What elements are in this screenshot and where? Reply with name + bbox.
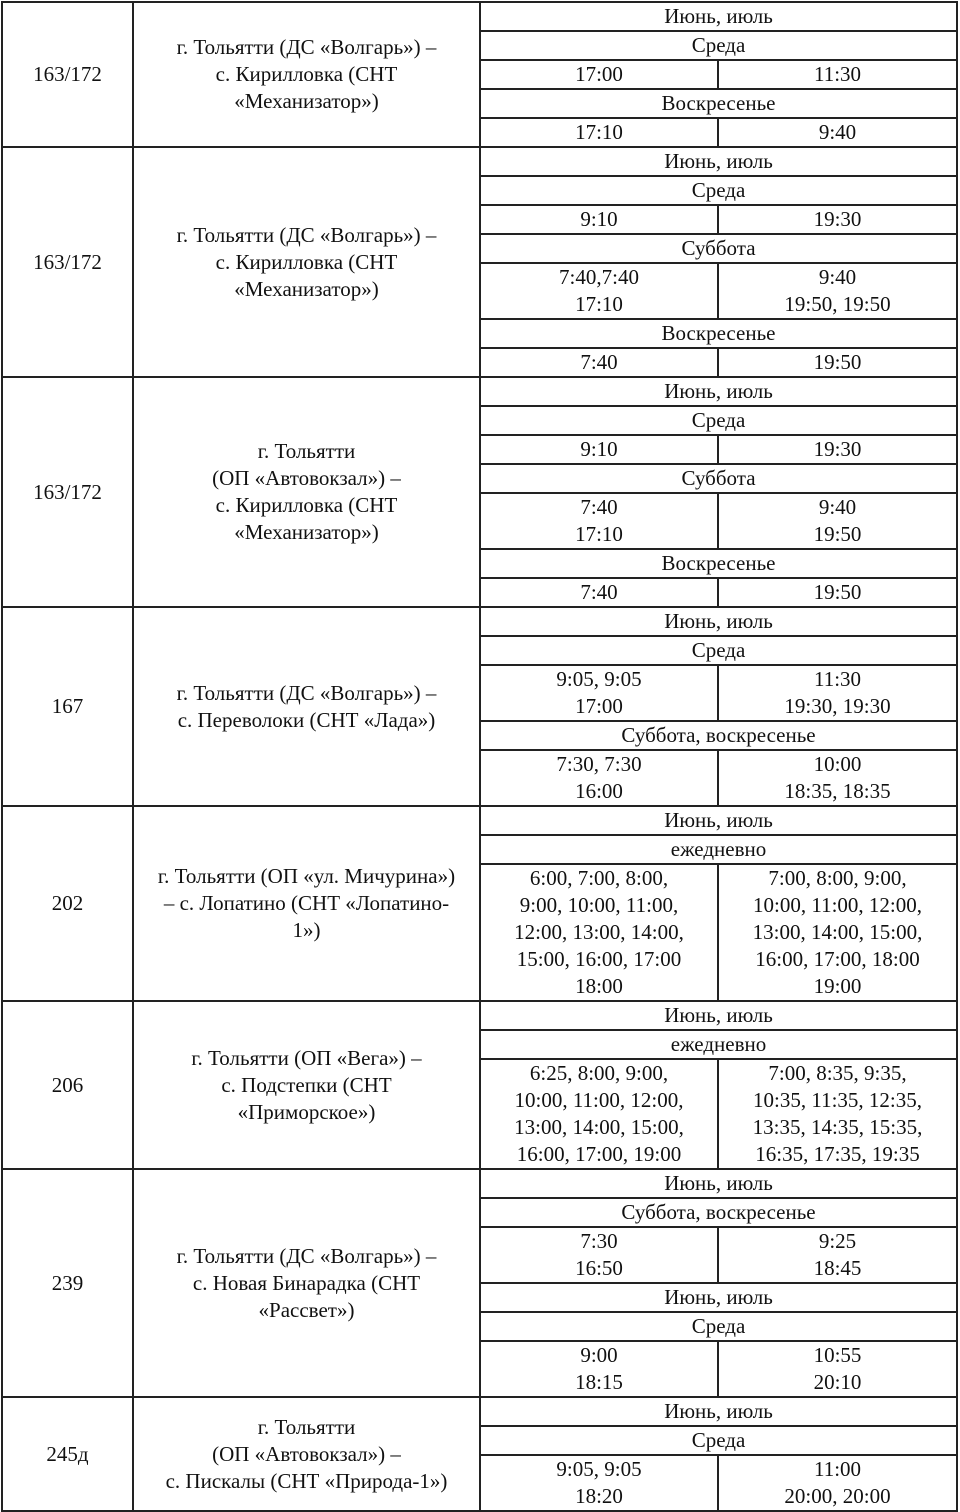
route-name-line: 1»)	[292, 918, 321, 942]
time-line: 9:10	[580, 207, 618, 231]
time-line: 16:35, 17:35, 19:35	[755, 1142, 920, 1166]
time-line: 18:15	[575, 1370, 623, 1394]
day-label: Среда	[480, 1312, 957, 1341]
time-line: 17:00	[575, 694, 623, 718]
departure-times-back	[718, 665, 957, 721]
route-name-line: «Механизатор»)	[234, 520, 379, 544]
departure-times-there	[480, 864, 718, 1001]
route-name-line: с. Пискалы (СНТ «Природа-1»)	[165, 1468, 448, 1493]
time-line: 17:10	[575, 120, 623, 144]
time-line: 15:00, 16:00, 17:00	[516, 947, 682, 971]
route-name	[133, 1001, 480, 1169]
route-name-line: «Рассвет»)	[258, 1297, 355, 1322]
day-label: Суббота, воскресенье	[480, 1198, 957, 1227]
time-line: 12:00, 13:00, 14:00,	[514, 920, 684, 944]
time-line: 10:55	[813, 1343, 862, 1367]
time-line: 19:50	[813, 350, 862, 374]
route-name-line: г. Тольятти (ОП «ул. Мичурина»)	[157, 864, 456, 888]
route-row	[2, 147, 957, 176]
day-label: Воскресенье	[480, 549, 957, 578]
time-line: 7:30	[580, 1229, 618, 1253]
time-line: 7:40,7:40	[559, 265, 639, 289]
route-number: 202	[2, 806, 133, 1001]
departure-times-back	[718, 348, 957, 377]
day-label: Суббота, воскресенье	[480, 721, 957, 750]
time-line: 18:20	[575, 1484, 623, 1508]
time-line: 9:40	[818, 265, 857, 289]
route-name-line: «Механизатор»)	[234, 89, 379, 113]
season-period: Июнь, июль	[480, 2, 957, 31]
day-label: Воскресенье	[480, 319, 957, 348]
time-line: 20:00, 20:00	[784, 1484, 891, 1508]
season-period: Июнь, июль	[480, 806, 957, 835]
time-line: 18:35, 18:35	[784, 779, 891, 803]
route-name-line: с. Новая Бинарадка (СНТ	[192, 1270, 421, 1295]
route-name	[133, 147, 480, 377]
day-label: Среда	[480, 406, 957, 435]
departure-times-there	[480, 665, 718, 721]
time-line: 16:00, 17:00, 18:00	[755, 947, 920, 971]
time-line: 11:30	[813, 62, 862, 86]
route-number: 245д	[2, 1397, 133, 1511]
time-line: 10:00, 11:00, 12:00,	[514, 1088, 684, 1112]
departure-times-back	[718, 118, 957, 147]
day-label: Суббота	[480, 234, 957, 263]
route-name-line: «Приморское»)	[237, 1099, 376, 1124]
route-row	[2, 1001, 957, 1030]
departure-times-there	[480, 750, 718, 806]
time-line: 19:50, 19:50	[784, 292, 891, 316]
departure-times-back	[718, 493, 957, 549]
route-name	[133, 377, 480, 607]
route-number: 167	[2, 607, 133, 806]
departure-times-back	[718, 60, 957, 89]
time-line: 17:10	[575, 292, 623, 316]
departure-times-there	[480, 205, 718, 234]
route-row	[2, 1397, 957, 1426]
time-line: 17:00	[575, 62, 623, 86]
route-name-line: г. Тольятти (ДС «Волгарь») –	[176, 35, 437, 59]
departure-times-back	[718, 435, 957, 464]
day-label: ежедневно	[480, 1030, 957, 1059]
route-name-line: с. Кирилловка (СНТ	[215, 62, 398, 86]
departure-times-back	[718, 263, 957, 319]
time-line: 7:40	[580, 580, 618, 604]
departure-times-back	[718, 1341, 957, 1397]
time-line: 13:35, 14:35, 15:35,	[752, 1115, 923, 1139]
route-name	[133, 1397, 480, 1511]
route-name-line: с. Подстепки (СНТ	[221, 1072, 392, 1097]
departure-times-there	[480, 578, 718, 607]
departure-times-there	[480, 60, 718, 89]
route-number: 206	[2, 1001, 133, 1169]
departure-times-there	[480, 435, 718, 464]
route-number: 163/172	[2, 377, 133, 607]
route-name-line: с. Переволоки (СНТ «Лада»)	[177, 707, 436, 732]
time-line: 9:05, 9:05	[556, 667, 642, 691]
time-line: 7:30, 7:30	[556, 752, 642, 776]
departure-times-back	[718, 864, 957, 1001]
route-number: 163/172	[2, 147, 133, 377]
day-label: Суббота	[480, 464, 957, 493]
time-line: 16:00	[575, 779, 623, 803]
time-line: 10:00, 11:00, 12:00,	[753, 893, 922, 917]
time-line: 9:00, 10:00, 11:00,	[519, 893, 679, 917]
route-name-line: с. Кирилловка (СНТ	[215, 249, 398, 274]
route-number: 163/172	[2, 2, 133, 147]
route-name-line: (ОП «Автовокзал») –	[212, 1441, 401, 1466]
time-line: 7:40	[580, 495, 618, 519]
departure-times-there	[480, 493, 718, 549]
time-line: 11:00	[813, 1457, 862, 1481]
departure-times-back	[718, 1455, 957, 1511]
day-label: Воскресенье	[480, 89, 957, 118]
day-label: Среда	[480, 636, 957, 665]
departure-times-there	[480, 118, 718, 147]
time-line: 16:50	[575, 1256, 623, 1280]
time-line: 19:50	[813, 580, 862, 604]
route-row	[2, 377, 957, 406]
departure-times-there	[480, 1059, 718, 1169]
day-label: Среда	[480, 1426, 957, 1455]
day-label: Среда	[480, 31, 957, 60]
departure-times-back	[718, 750, 957, 806]
route-name-line: г. Тольятти (ОП «Вега») –	[191, 1045, 422, 1070]
departure-times-there	[480, 1341, 718, 1397]
time-line: 9:40	[818, 120, 857, 144]
time-line: 18:00	[575, 974, 623, 998]
time-line: 19:00	[813, 974, 862, 998]
time-line: 7:00, 8:35, 9:35,	[768, 1061, 907, 1085]
departure-times-there	[480, 348, 718, 377]
departure-times-back	[718, 578, 957, 607]
time-line: 9:10	[580, 437, 618, 461]
time-line: 19:50	[813, 522, 862, 546]
time-line: 7:40	[580, 350, 618, 374]
season-period: Июнь, июль	[480, 377, 957, 406]
time-line: 13:00, 14:00, 15:00,	[752, 920, 923, 944]
route-name-line: г. Тольятти	[257, 1414, 356, 1439]
time-line: 18:45	[813, 1256, 862, 1280]
season-period: Июнь, июль	[480, 1169, 957, 1198]
time-line: 13:00, 14:00, 15:00,	[514, 1115, 684, 1139]
time-line: 10:00	[813, 752, 862, 776]
time-line: 10:35, 11:35, 12:35,	[753, 1088, 922, 1112]
time-line: 7:00, 8:00, 9:00,	[768, 866, 907, 890]
route-row	[2, 2, 957, 31]
time-line: 6:00, 7:00, 8:00,	[529, 866, 669, 890]
route-name-line: – с. Лопатино (СНТ «Лопатино-	[163, 891, 450, 915]
time-line: 17:10	[575, 522, 623, 546]
route-name-line: «Механизатор»)	[234, 276, 379, 301]
season-period: Июнь, июль	[480, 1283, 957, 1312]
schedule-table	[1, 1, 958, 1512]
time-line: 19:30, 19:30	[784, 694, 891, 718]
route-name-line: г. Тольятти (ДС «Волгарь») –	[176, 1243, 437, 1268]
route-row	[2, 1169, 957, 1198]
time-line: 9:40	[818, 495, 857, 519]
time-line: 11:30	[813, 667, 862, 691]
route-number: 239	[2, 1169, 133, 1397]
departure-times-there	[480, 1227, 718, 1283]
day-label: ежедневно	[480, 835, 957, 864]
route-row	[2, 607, 957, 636]
departure-times-there	[480, 263, 718, 319]
day-label: Среда	[480, 176, 957, 205]
time-line: 9:00	[580, 1343, 618, 1367]
season-period: Июнь, июль	[480, 607, 957, 636]
time-line: 9:05, 9:05	[556, 1457, 642, 1481]
departure-times-back	[718, 1227, 957, 1283]
season-period: Июнь, июль	[480, 1001, 957, 1030]
departure-times-back	[718, 1059, 957, 1169]
season-period: Июнь, июль	[480, 1397, 957, 1426]
route-name-line: г. Тольятти (ДС «Волгарь») –	[176, 680, 437, 705]
route-name	[133, 607, 480, 806]
route-name	[133, 2, 480, 147]
departure-times-back	[718, 205, 957, 234]
route-name-line: с. Кирилловка (СНТ	[215, 493, 398, 517]
time-line: 20:10	[813, 1370, 862, 1394]
route-name	[133, 806, 480, 1001]
time-line: 19:30	[813, 437, 862, 461]
route-name-line: (ОП «Автовокзал») –	[212, 466, 401, 490]
season-period: Июнь, июль	[480, 147, 957, 176]
time-line: 6:25, 8:00, 9:00,	[529, 1061, 669, 1085]
departure-times-there	[480, 1455, 718, 1511]
time-line: 9:25	[818, 1229, 857, 1253]
time-line: 16:00, 17:00, 19:00	[516, 1142, 682, 1166]
time-line: 19:30	[813, 207, 862, 231]
route-name-line: г. Тольятти	[257, 439, 356, 463]
route-name-line: г. Тольятти (ДС «Волгарь») –	[176, 222, 437, 247]
route-row	[2, 806, 957, 835]
route-name	[133, 1169, 480, 1397]
